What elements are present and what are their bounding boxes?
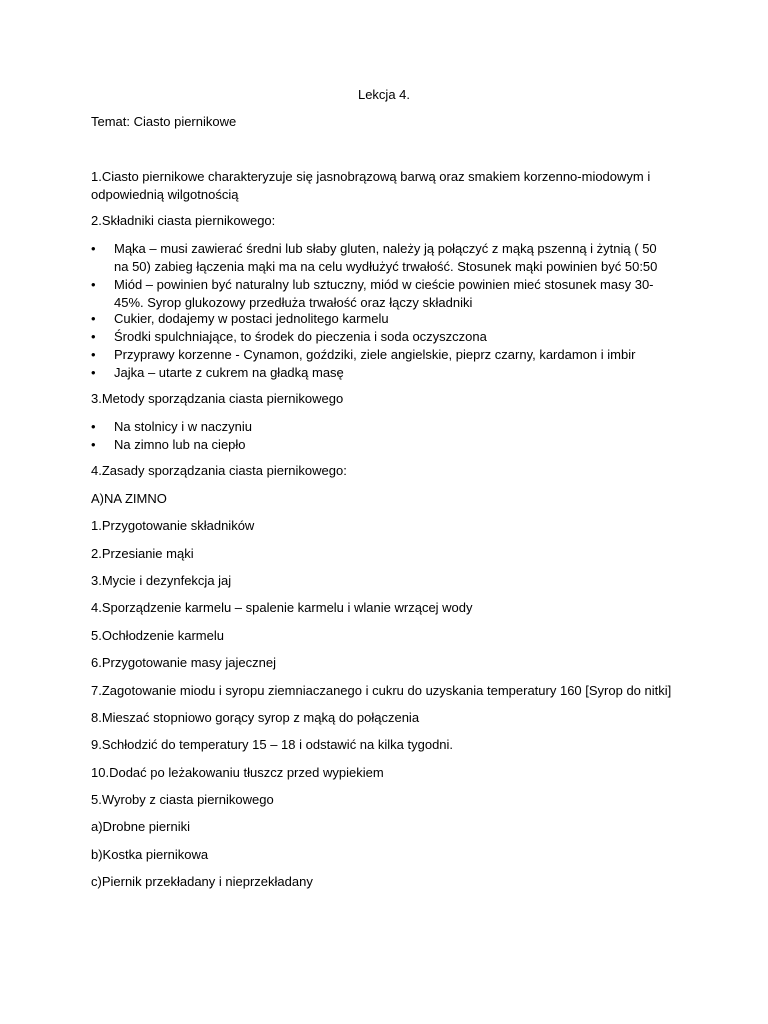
lesson-title: Lekcja 4.	[357, 87, 411, 102]
bullet-icon: •	[91, 419, 96, 434]
section-4-heading: 4.Zasady sporządzania ciasta piernikowego:	[91, 463, 347, 478]
section-3-heading: 3.Metody sporządzania ciasta piernikowego	[91, 391, 344, 406]
bullet-icon: •	[91, 365, 96, 380]
step-line: 5.Ochłodzenie karmelu	[91, 628, 224, 643]
ingredient-text: Miód – powinien być naturalny lub sztuczny, miód w cieście powinien mieć stosunek masy 30-45%. Syrop glukozowy przedłuża trwałość oraz łączy składniki	[114, 277, 654, 310]
intro-paragraph: 1.Ciasto piernikowe charakteryzuje się jasnobrązową barwą oraz smakiem korzenno-miodowym i odpowiednią wilgotnością	[91, 169, 651, 202]
step-line: 2.Przesianie mąki	[91, 546, 194, 561]
bullet-icon: •	[91, 311, 96, 326]
section-2-heading: 2.Składniki ciasta piernikowego:	[91, 213, 276, 228]
product-line: b)Kostka piernikowa	[91, 847, 209, 862]
bullet-icon: •	[91, 277, 96, 292]
method-text: Na zimno lub na ciepło	[114, 437, 246, 452]
ingredient-text: Cukier, dodajemy w postaci jednolitego karmelu	[114, 311, 389, 326]
ingredient-text: Mąka – musi zawierać średni lub słaby gluten, należy ją połączyć z mąką pszenną i żytnią ( 50 na 50) zabieg łączenia mąki ma na celu wydłużyć trwałość. Stosunek mąki powinien być 50:50	[114, 241, 658, 274]
step-line: 8.Mieszać stopniowo gorący syrop z mąką do połączenia	[91, 710, 420, 725]
bullet-icon: •	[91, 329, 96, 344]
step-line: 6.Przygotowanie masy jajecznej	[91, 655, 276, 670]
step-line: 7.Zagotowanie miodu i syropu ziemniaczanego i cukru do uzyskania temperatury 160 [Syrop do nitki]	[91, 683, 672, 698]
step-line: 3.Mycie i dezynfekcja jaj	[91, 573, 232, 588]
bullet-icon: •	[91, 241, 96, 256]
step-line: 4.Sporządzenie karmelu – spalenie karmelu i wlanie wrzącej wody	[91, 600, 473, 615]
bullet-icon: •	[91, 437, 96, 452]
method-text: Na stolnicy i w naczyniu	[114, 419, 252, 434]
product-line: a)Drobne pierniki	[91, 819, 190, 834]
step-line: 10.Dodać po leżakowaniu tłuszcz przed wypiekiem	[91, 765, 384, 780]
bullet-icon: •	[91, 347, 96, 362]
ingredient-text: Jajka – utarte z cukrem na gładką masę	[114, 365, 344, 380]
product-line: c)Piernik przekładany i nieprzekładany	[91, 874, 313, 889]
ingredient-text: Środki spulchniające, to środek do pieczenia i soda oczyszczona	[114, 329, 487, 344]
section-4-subheading: A)NA ZIMNO	[91, 491, 167, 506]
ingredient-text: Przyprawy korzenne - Cynamon, goździki, ziele angielskie, pieprz czarny, kardamon i imbir	[114, 347, 636, 362]
step-line: 9.Schłodzić do temperatury 15 – 18 i odstawić na kilka tygodni.	[91, 737, 454, 752]
step-line: 1.Przygotowanie składników	[91, 518, 255, 533]
section-5-heading: 5.Wyroby z ciasta piernikowego	[91, 792, 274, 807]
topic-line: Temat: Ciasto piernikowe	[91, 114, 237, 129]
